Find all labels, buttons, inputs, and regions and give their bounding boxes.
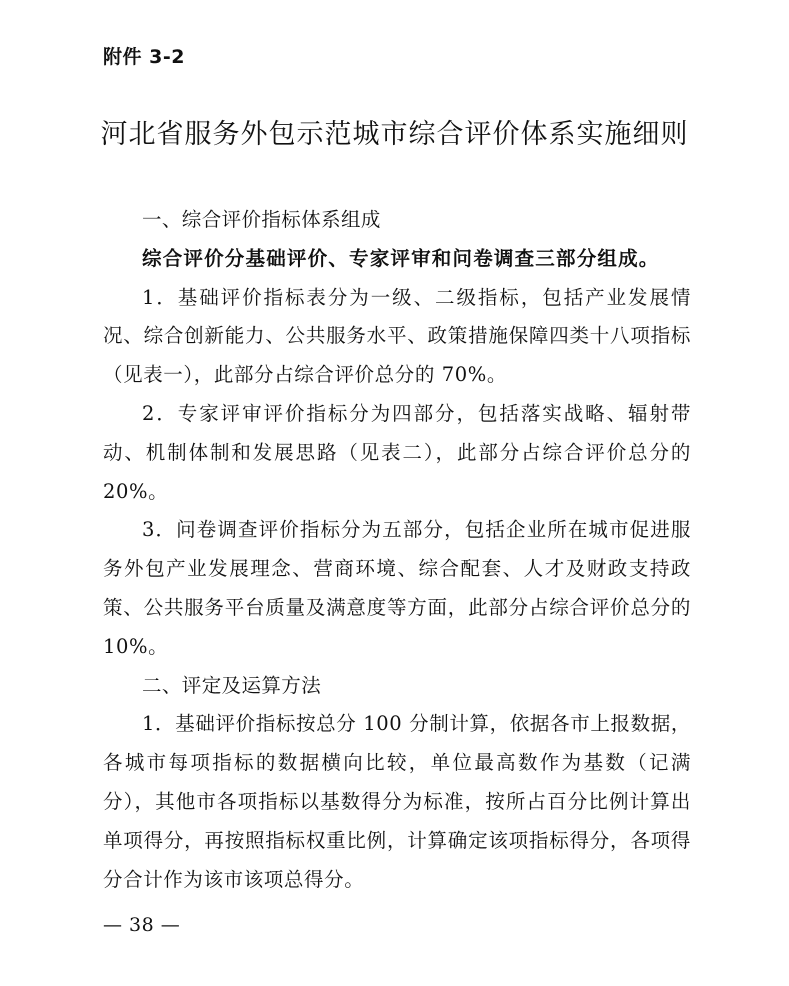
section-2-item-1: 1．基础评价指标按总分 100 分制计算，依据各市上报数据，各城市每项指标的数据横向比较，单位最高数作为基数（记满分），其他市各项指标以基数得分为标准，按所占百分比例计算出单项得分，再按照指标权重比例，计算确定该项指标得分，各项得分合计作为该市该项总得分。 bbox=[103, 712, 691, 891]
section-1-item-1: 1．基础评价指标表分为一级、二级指标，包括产业发展情况、综合创新能力、公共服务水平、政策措施保障四类十八项指标（见表一），此部分占综合评价总分的 70%。 bbox=[103, 285, 691, 387]
section-1-heading: 一、综合评价指标体系组成 bbox=[142, 208, 381, 231]
section-2-heading: 二、评定及运算方法 bbox=[142, 673, 322, 697]
attachment-label: 附件 3-2 bbox=[103, 46, 185, 68]
document-body bbox=[103, 201, 691, 899]
section-1-item-3: 3．问卷调查评价指标分为五部分，包括企业所在城市促进服务外包产业发展理念、营商环境、综合配套、人才及财政支持政策、公共服务平台质量及满意度等方面，此部分占综合评价总分的 10%。 bbox=[103, 518, 691, 658]
document-title: 河北省服务外包示范城市综合评价体系实施细则 bbox=[100, 119, 689, 150]
page-number: — 38 — bbox=[103, 914, 181, 936]
section-1-item-2: 2．专家评审评价指标分为四部分，包括落实战略、辐射带动、机制体制和发展思路（见表二），此部分占综合评价总分的 20%。 bbox=[103, 401, 691, 503]
section-1-summary: 综合评价分基础评价、专家评审和问卷调查三部分组成。 bbox=[142, 246, 660, 270]
